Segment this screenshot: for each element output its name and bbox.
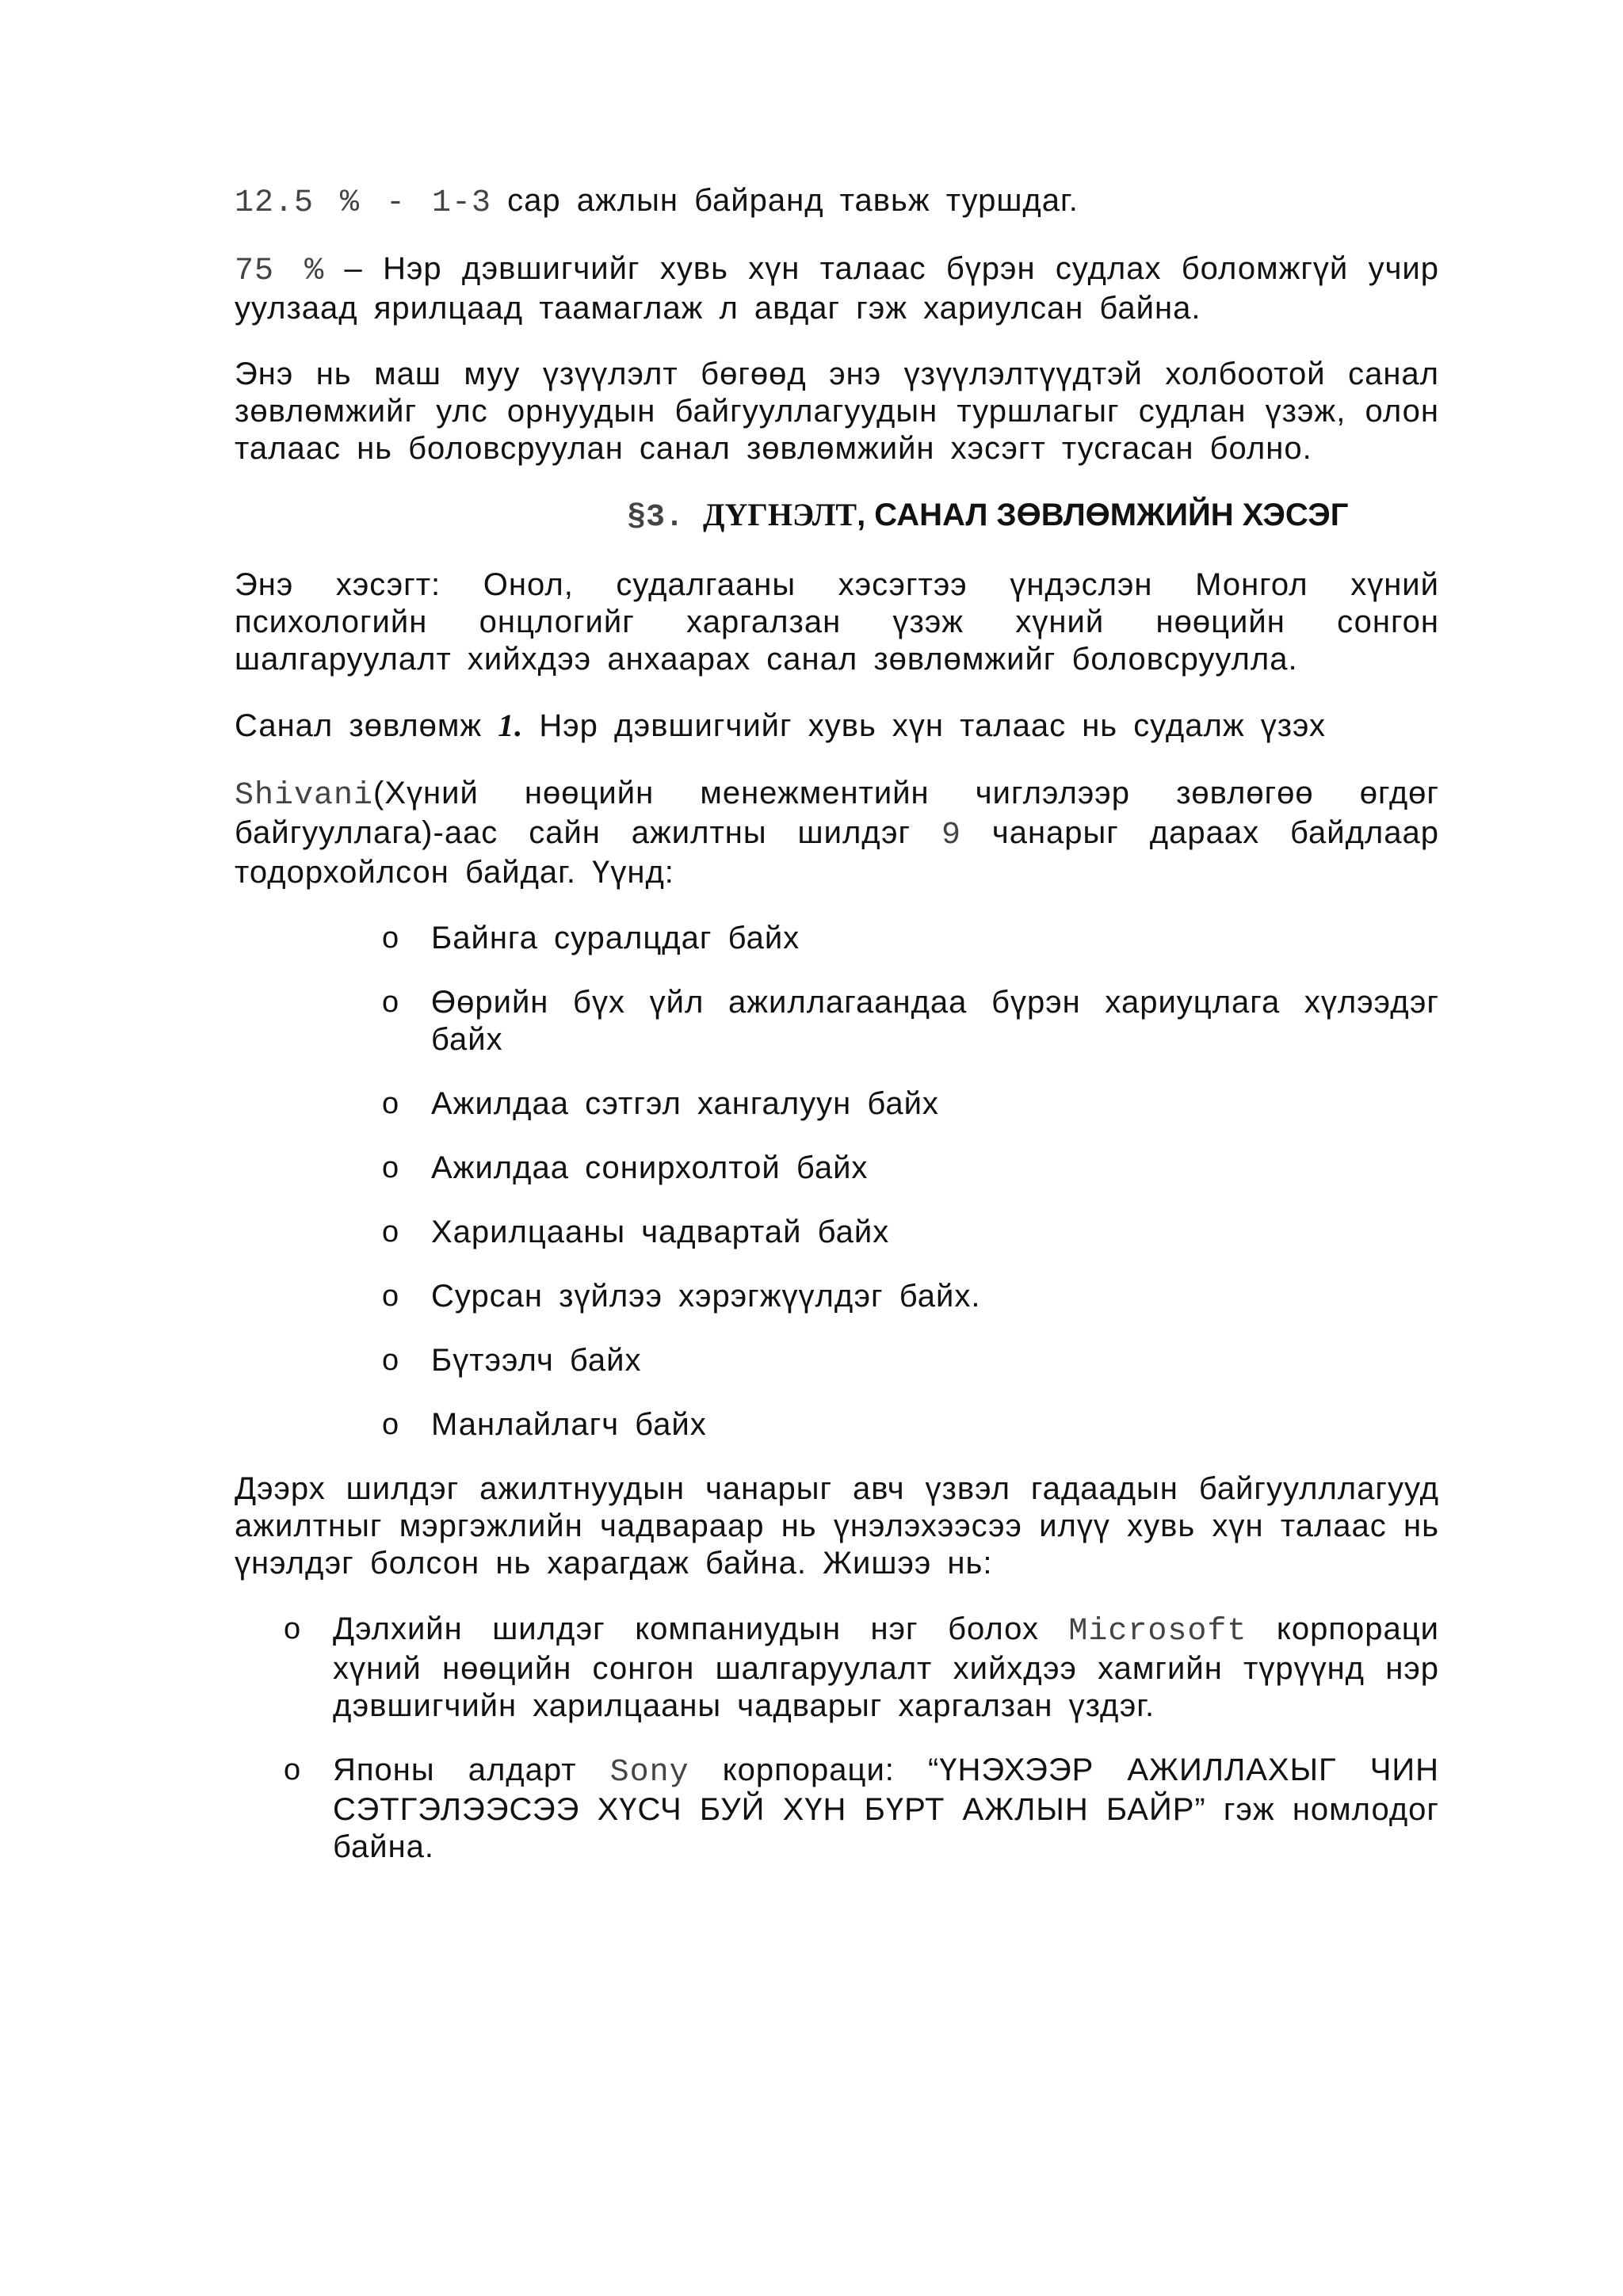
bullet-icon: o (382, 1408, 400, 1441)
list-item-text: Манлайлагч байх (431, 1407, 707, 1442)
paragraph-text: сар ажлын байранд тавьж туршдаг. (491, 183, 1079, 218)
bullet-icon: o (382, 986, 400, 1019)
list-item-text: Ажилдаа сонирхолтой байх (431, 1150, 869, 1185)
section-heading (235, 496, 1439, 536)
bullet-icon: o (382, 1344, 400, 1377)
percent-value: 75 % (235, 254, 325, 289)
list-item (382, 1214, 1439, 1251)
recommendation-title (235, 707, 1439, 745)
company-name: Sony (609, 1755, 689, 1791)
quality-count: 9 (941, 818, 961, 853)
paragraph-interview-estimate (235, 250, 1439, 327)
bullet-icon: o (382, 1215, 400, 1249)
paragraph-shivani (235, 775, 1439, 891)
list-item-text: Өөрийн бүх үйл ажиллагаандаа бүрэн хариуцлага хүлээдэг байх (431, 985, 1439, 1057)
paragraph-summary: Дээрх шилдэг ажилтнуудын чанарыг авч үзвэл гадаадын байгуулллагууд ажилтныг мэргэжлийн чадвараар нь үнэлэхээсээ илүү хувь хүн талаас нь үнэлдэг болсон нь харагдаж байна. Жишээ нь: (235, 1471, 1439, 1581)
shivani-name: Shivani (235, 778, 374, 814)
bullet-icon: o (284, 1612, 302, 1646)
example-microsoft (284, 1611, 1439, 1725)
document-page (235, 182, 1439, 1893)
list-item (382, 984, 1439, 1058)
list-item (382, 1406, 1439, 1444)
list-item-text: Бүтээлч байх (431, 1343, 642, 1378)
list-item (382, 920, 1439, 957)
list-item-text: Байнга суралцдаг байх (431, 921, 800, 955)
percent-value: 12.5 % - 1-3 (235, 185, 492, 221)
list-item (382, 1342, 1439, 1379)
example-text-before: Японы алдарт (333, 1753, 610, 1787)
example-text-after: корпораци: “ҮНЭХЭЭР АЖИЛЛАХЫГ ЧИН СЭТГЭЛЭЭСЭЭ ХҮСЧ БУЙ ХҮН БҮРТ АЖЛЫН БАЙР” гэж номлодог байна. (333, 1753, 1440, 1864)
list-item-text: Сурсан зүйлээ хэрэгжүүлдэг байх. (431, 1279, 981, 1314)
example-text-before: Дэлхийн шилдэг компаниудын нэг болох (333, 1611, 1069, 1646)
bullet-icon: o (382, 921, 400, 955)
bullet-icon: o (382, 1280, 400, 1313)
section-intro: Энэ хэсэгт: Онол, судалгааны хэсэгтээ үндэслэн Монгол хүний психологийн онцлогийг харгалзан үзэж хүний нөөцийн сонгон шалгаруулалт хийхдээ анхаарах санал зөвлөмжийг боловсруулла. (235, 567, 1439, 677)
section-title-bold: ДҮГНЭЛТ (703, 497, 857, 532)
bullet-icon: o (382, 1087, 400, 1120)
qualities-list (235, 920, 1439, 1444)
list-item (382, 1278, 1439, 1315)
list-item (382, 1085, 1439, 1123)
example-text-after: корпораци хүний нөөцийн сонгон шалгаруулалт хийхдээ хамгийн түрүүнд нэр дэвшигчийн харилцааны чадварыг харгалзан үздэг. (333, 1611, 1439, 1723)
examples-list (235, 1611, 1439, 1866)
shivani-text-1: (Хүний нөөцийн менежментийн чиглэлээр зөвлөгөө өгдөг байгууллага)-аас сайн ажилтны шилдэг (235, 776, 1439, 850)
paragraph-text: – Нэр дэвшигчийг хувь хүн талаас бүрэн судлах боломжгүй учир уулзаад ярилцаад таамаглаж л авдаг гэж хариулсан байна. (235, 251, 1440, 326)
example-sony (284, 1752, 1439, 1866)
recommendation-label: Санал зөвлөмж (235, 708, 498, 743)
section-title-rest: , САНАЛ ЗӨВЛӨМЖИЙН ХЭСЭГ (857, 498, 1349, 532)
paragraph-indicator-note: Энэ нь маш муу үзүүлэлт бөгөөд энэ үзүүлэлтүүдтэй холбоотой санал зөвлөмжийг улс орнуудын байгууллагуудын туршлагыг судлан үзэж, олон талаас нь боловсруулан санал зөвлөмжийн хэсэгт тусгасан болно. (235, 357, 1439, 466)
bullet-icon: o (382, 1151, 400, 1184)
paragraph-trial-period (235, 182, 1439, 222)
company-name: Microsoft (1068, 1614, 1247, 1650)
list-item (382, 1150, 1439, 1187)
list-item-text: Ажилдаа сэтгэл хангалуун байх (431, 1086, 939, 1121)
bullet-icon: o (284, 1753, 302, 1787)
section-number: §3. (627, 500, 704, 536)
recommendation-number: 1. (498, 707, 524, 743)
list-item-text: Харилцааны чадвартай байх (431, 1215, 890, 1249)
recommendation-text: Нэр дэвшигчийг хувь хүн талаас нь судалж үзэх (523, 708, 1327, 743)
shivani-text-2: чанарыг дараах байдлаар тодорхойлсон байдаг. Үүнд: (235, 815, 1439, 890)
